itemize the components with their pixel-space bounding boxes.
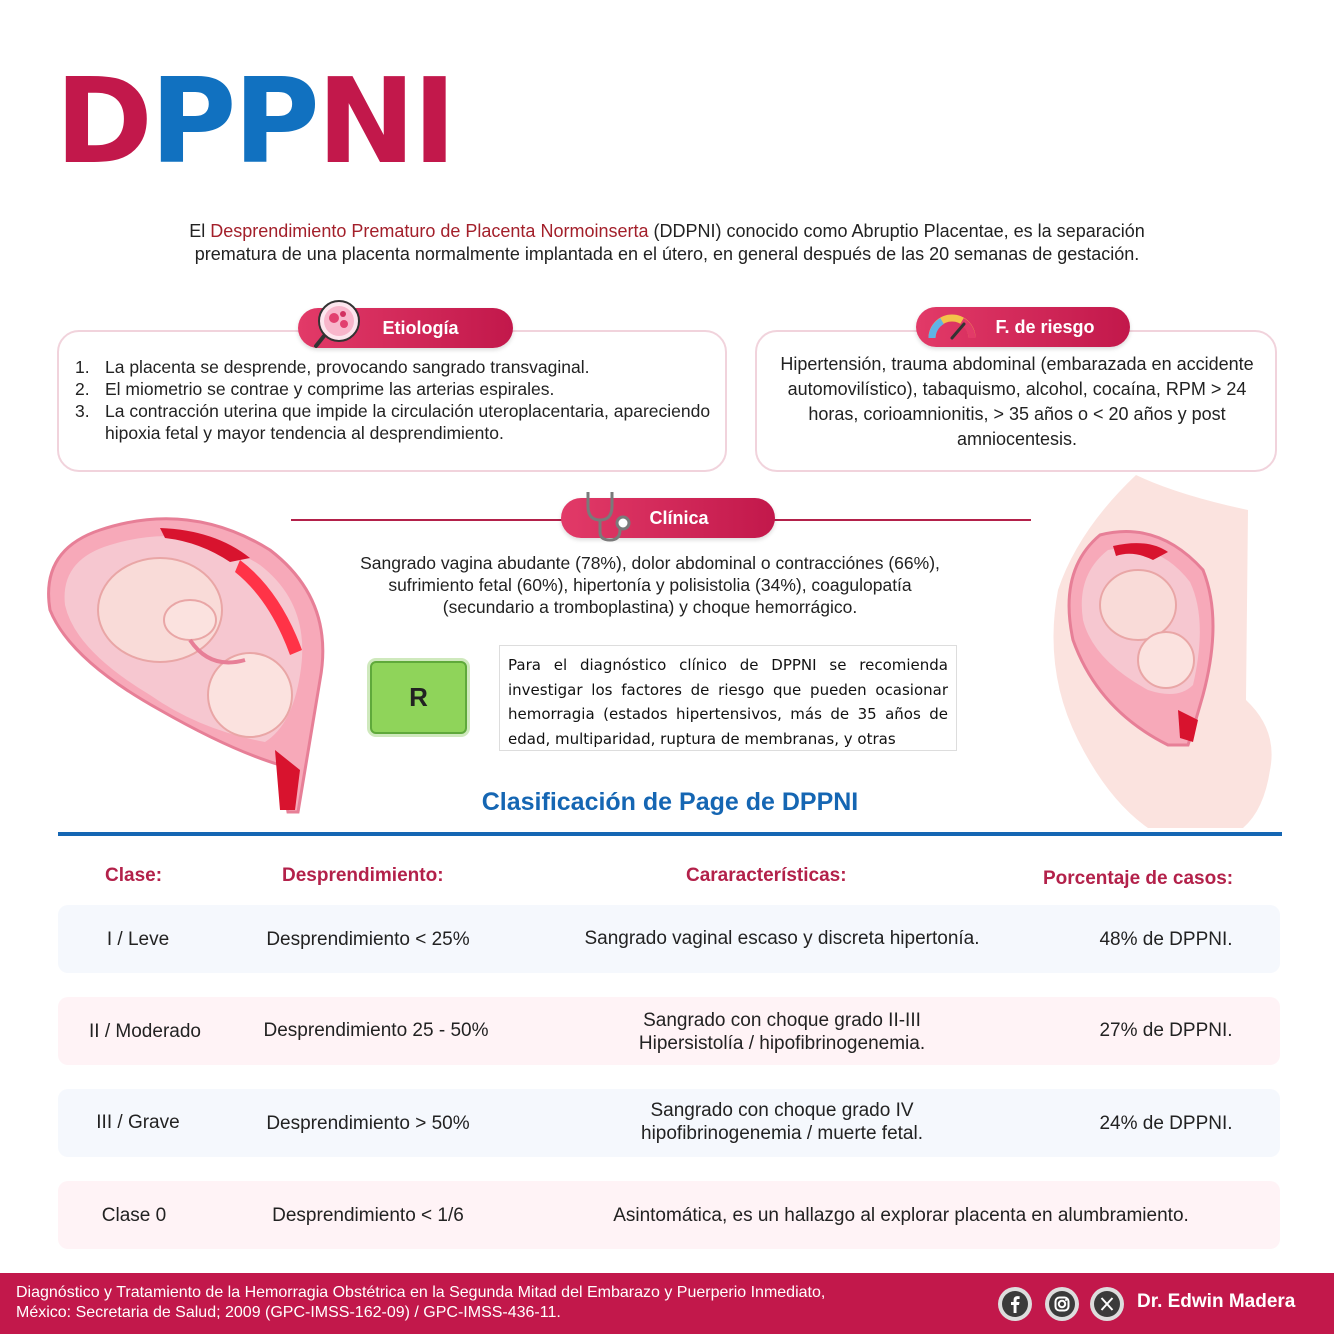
row-caracteristicas: Sangrado vaginal escaso y discreta hipertonía. — [584, 928, 980, 949]
etiologia-label: Etiología — [382, 317, 459, 338]
footer-reference: Diagnóstico y Tratamiento de la Hemorragia Obstétrica en la Segunda Mitad del Embarazo y Puerperio Inmediato, México: Secretaria de Salud; 2009 (GPC-IMSS-162-09) / GPC-IMSS-436-11. — [16, 1284, 826, 1321]
row-clase: III / Grave — [96, 1112, 180, 1133]
classification-divider — [58, 832, 1282, 836]
classification-title: Clasificación de Page de DPPNI — [481, 788, 859, 816]
row-porcentaje: 24% de DPPNI. — [1099, 1113, 1233, 1134]
list-item: 1. La placenta se desprende, provocando sangrado transvaginal. — [75, 357, 590, 377]
row-caracteristicas: Asintomática, es un hallazgo al explorar placenta en alumbramiento. — [613, 1205, 1189, 1226]
list-item: 2. El miometrio se contrae y comprime las arterias espirales. — [75, 379, 555, 399]
table-header-clase: Clase: — [105, 865, 163, 886]
row-clase: I / Leve — [106, 929, 170, 950]
table-header-caracteristicas: Cararacterísticas: — [686, 865, 847, 886]
etiologia-list — [75, 356, 715, 444]
stethoscope-icon — [580, 488, 636, 544]
author-name: Dr. Edwin Madera — [1137, 1291, 1296, 1312]
uterus-fetus-illustration-left — [40, 510, 335, 815]
table-header-porcentaje: Porcentaje de casos: — [1043, 868, 1234, 889]
riesgo-label: F. de riesgo — [995, 316, 1095, 337]
list-item: 3. La contracción uterina que impide la circulación uteroplacentaria, apareciendo hipoxia fetal y mayor tendencia al desprendimiento. — [75, 401, 711, 443]
clinica-label: Clínica — [649, 507, 709, 528]
recommendation-grade-badge: R — [370, 661, 467, 734]
intro-highlight: Desprendimiento Prematuro de Placenta Normoinserta — [210, 221, 649, 241]
facebook-icon[interactable] — [998, 1287, 1032, 1321]
row-desprendimiento: Desprendimiento < 25% — [266, 929, 470, 950]
row-caracteristicas: Sangrado con choque grado II-III Hipersistolía / hipofibrinogenemia. — [638, 1010, 926, 1054]
row-desprendimiento: Desprendimiento < 1/6 — [272, 1205, 464, 1226]
page-title: DPPNI — [55, 52, 454, 190]
table-header-desprendimiento: Desprendimiento: — [282, 865, 444, 886]
instagram-icon[interactable] — [1045, 1287, 1079, 1321]
row-porcentaje: 48% de DPPNI. — [1099, 929, 1233, 950]
pregnant-silhouette-illustration — [1038, 470, 1298, 830]
microscope-bacteria-icon — [312, 296, 366, 350]
riesgo-text: Hipertensión, trauma abdominal (embarazada en accidente automovilístico), tabaquismo, alcohol, cocaína, RPM > 24 horas, corioamnionitis, > 35 años o < 20 años y post amniocentesis. — [780, 354, 1254, 449]
row-desprendimiento: Desprendimiento > 50% — [266, 1113, 470, 1134]
gauge-icon — [928, 310, 976, 342]
footer — [0, 1273, 1334, 1334]
clinica-text: Sangrado vagina abudante (78%), dolor abdominal o contracciónes (66%), sufrimiento fetal (60%), hipertonía y polisistolia (34%), coagulopatía (secundario a tromboplastina) y choque hemorrágico. — [360, 553, 940, 617]
intro-paragraph: El Desprendimiento Prematuro de Placenta Normoinserta (DDPNI) conocido como Abruptio Placentae, es la separación prematura de una placenta normalmente implantada en el útero, en general después de las 20 semanas de gestación. — [189, 221, 1145, 264]
clinica-divider-right — [770, 519, 1031, 521]
recommendation-text: Para el diagnóstico clínico de DPPNI se recomienda investigar los factores de riesgo que pueden ocasionar hemorragia (estados hipertensivos, más de 35 años de edad, multiparidad, ruptura de membranas, y otras — [499, 645, 957, 751]
row-caracteristicas: Sangrado con choque grado IV hipofibrinogenemia / muerte fetal. — [641, 1100, 923, 1144]
row-desprendimiento: Desprendimiento 25 - 50% — [263, 1020, 489, 1041]
x-icon[interactable] — [1090, 1287, 1124, 1321]
row-porcentaje: 27% de DPPNI. — [1099, 1020, 1233, 1041]
row-clase: II / Moderado — [89, 1021, 201, 1042]
row-clase: Clase 0 — [101, 1205, 167, 1226]
